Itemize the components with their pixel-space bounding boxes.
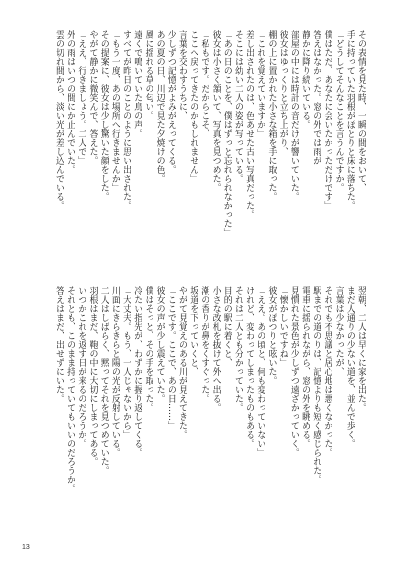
bottom-line: まだ人通りの少ない道を、並んで歩く。 <box>344 286 355 448</box>
top-line: 棚の上に置かれた小さな箱を手に取った。 <box>266 30 277 201</box>
top-line: 差し出されたのは、色あせた古い写真だった。 <box>244 30 255 219</box>
bottom-line: それは二人とも分かっていた。 <box>232 286 243 412</box>
top-line: 遠くで鳴いていた鳥の声。 <box>132 30 143 138</box>
top-line: 「ええ、行きましょう。二人で」 <box>76 30 87 165</box>
bottom-line: それとも、このまま持っていてもいいのだろうか。 <box>65 286 76 493</box>
top-line: 風に揺れる草の匂い。 <box>143 30 154 120</box>
bottom-line: 潮の香りが鼻をくすぐった。 <box>199 286 210 403</box>
bottom-line: 目的の駅に着くと、 <box>221 286 232 367</box>
bottom-line: 言葉は少なかったが、 <box>333 286 344 376</box>
top-line: 「これを覚えていますか」 <box>255 30 266 138</box>
top-line: 外の雨はいつの間にか止んでいた。 <box>65 30 76 174</box>
bottom-line: 彼女の声が少し震えていた。 <box>154 286 165 403</box>
bottom-line: 「ええ。あの頃と、何も変わっていない」 <box>255 286 266 457</box>
bottom-line: 小さな改札を抜けて外へ出る。 <box>210 286 221 412</box>
top-line: 僕はただ、あなたに会いたかっただけです」 <box>322 30 333 210</box>
bottom-line: やがて見覚えのある川が見えてきた。 <box>177 286 187 439</box>
top-line: 「どうしてそんなことを言うんですか。 <box>333 30 344 192</box>
top-line: すべてが昨日のことのように思い出された。 <box>121 30 132 210</box>
top-line: 答えはなかった。窓の外では雨が <box>311 30 322 165</box>
bottom-line: 「ここです。ここで、あの日……」 <box>165 286 176 430</box>
top-line: 彼女は小さく頷いて、写真を見つめた。 <box>210 30 221 192</box>
page-number: 13 <box>22 544 30 551</box>
bottom-line: 僕はそっと、その手を取った。 <box>143 286 154 412</box>
bottom-line: 駅までの道のりは、記憶よりも短く感じられた。 <box>311 286 322 484</box>
top-line: 「もう一度、あの場所へ行きませんか」 <box>109 30 120 192</box>
top-line: その表情を見た時、一瞬の間をおいて、 <box>356 30 366 192</box>
bottom-line: 電車に揺られながら、窓の外を眺める。 <box>300 286 311 448</box>
top-line: ここへ戻ってきたのかもしれません」 <box>188 30 199 183</box>
top-line: 言葉を交わすうちに、 <box>177 30 187 120</box>
bottom-line: 答えはまだ、出せずにいた。 <box>53 286 64 403</box>
top-line: 手に持っていた羽根がぽとりと床に落ちた。 <box>344 30 355 210</box>
bottom-line: 見慣れた景色が少しずつ遠ざかっていく。 <box>288 286 299 457</box>
top-line: 彼女はゆっくりと立ち上がり、 <box>277 30 288 156</box>
top-line: やがて静かに微笑んで、答えた。 <box>87 30 98 165</box>
top-line: そこには幼い二人の姿が写っている。 <box>232 30 243 183</box>
bottom-line: 「大丈夫。もう、一人じゃないから」 <box>121 286 132 439</box>
top-line: あの夏の日、川辺で見た夕焼けの色。 <box>154 30 165 183</box>
bottom-line: 冷たい指先が、わずかに握り返してくる。 <box>132 286 143 457</box>
bottom-line: 羽根はまだ、鞄の中に大切にしまってある。 <box>87 286 98 466</box>
bottom-line: 「懐かしいですね」 <box>277 286 288 367</box>
bottom-line: 坂道を下っていくと、 <box>188 286 199 376</box>
top-line: 部屋の中には時計の音だけが響いていた。 <box>288 30 299 201</box>
top-line: その提案に、彼女は少し驚いた顔をした。 <box>98 30 109 201</box>
bottom-line: 翌朝、二人は早くに家を出た。 <box>356 286 366 412</box>
top-line: 「あの日のことを、僕はずっと忘れられなかった」 <box>221 30 232 237</box>
top-line: 静かに降り続いている。 <box>300 30 311 129</box>
bottom-line: 二人はしばらく、黙ってそれを見つめていた。 <box>98 286 109 475</box>
top-line: 雲の切れ間から、淡い光が差し込んでいる。 <box>53 30 64 210</box>
top-line: 「私もです。だからこそ、 <box>199 30 210 138</box>
text-tier-bottom <box>36 286 366 536</box>
text-tier-top <box>36 30 366 280</box>
bottom-line: 川面にきらきらと陽の光が反射している。 <box>109 286 120 457</box>
top-line: 少しずつ記憶がよみがえってくる。 <box>165 30 176 174</box>
bottom-line: それでも不思議と居心地は悪くなかった。 <box>322 286 333 457</box>
bottom-line: 彼女がぽつりと呟いた。 <box>266 286 277 385</box>
bottom-line: いつかこれを返す日が来るのだろうか。 <box>76 286 87 448</box>
bottom-line: けれど、変わってしまったものもある。 <box>244 286 255 448</box>
